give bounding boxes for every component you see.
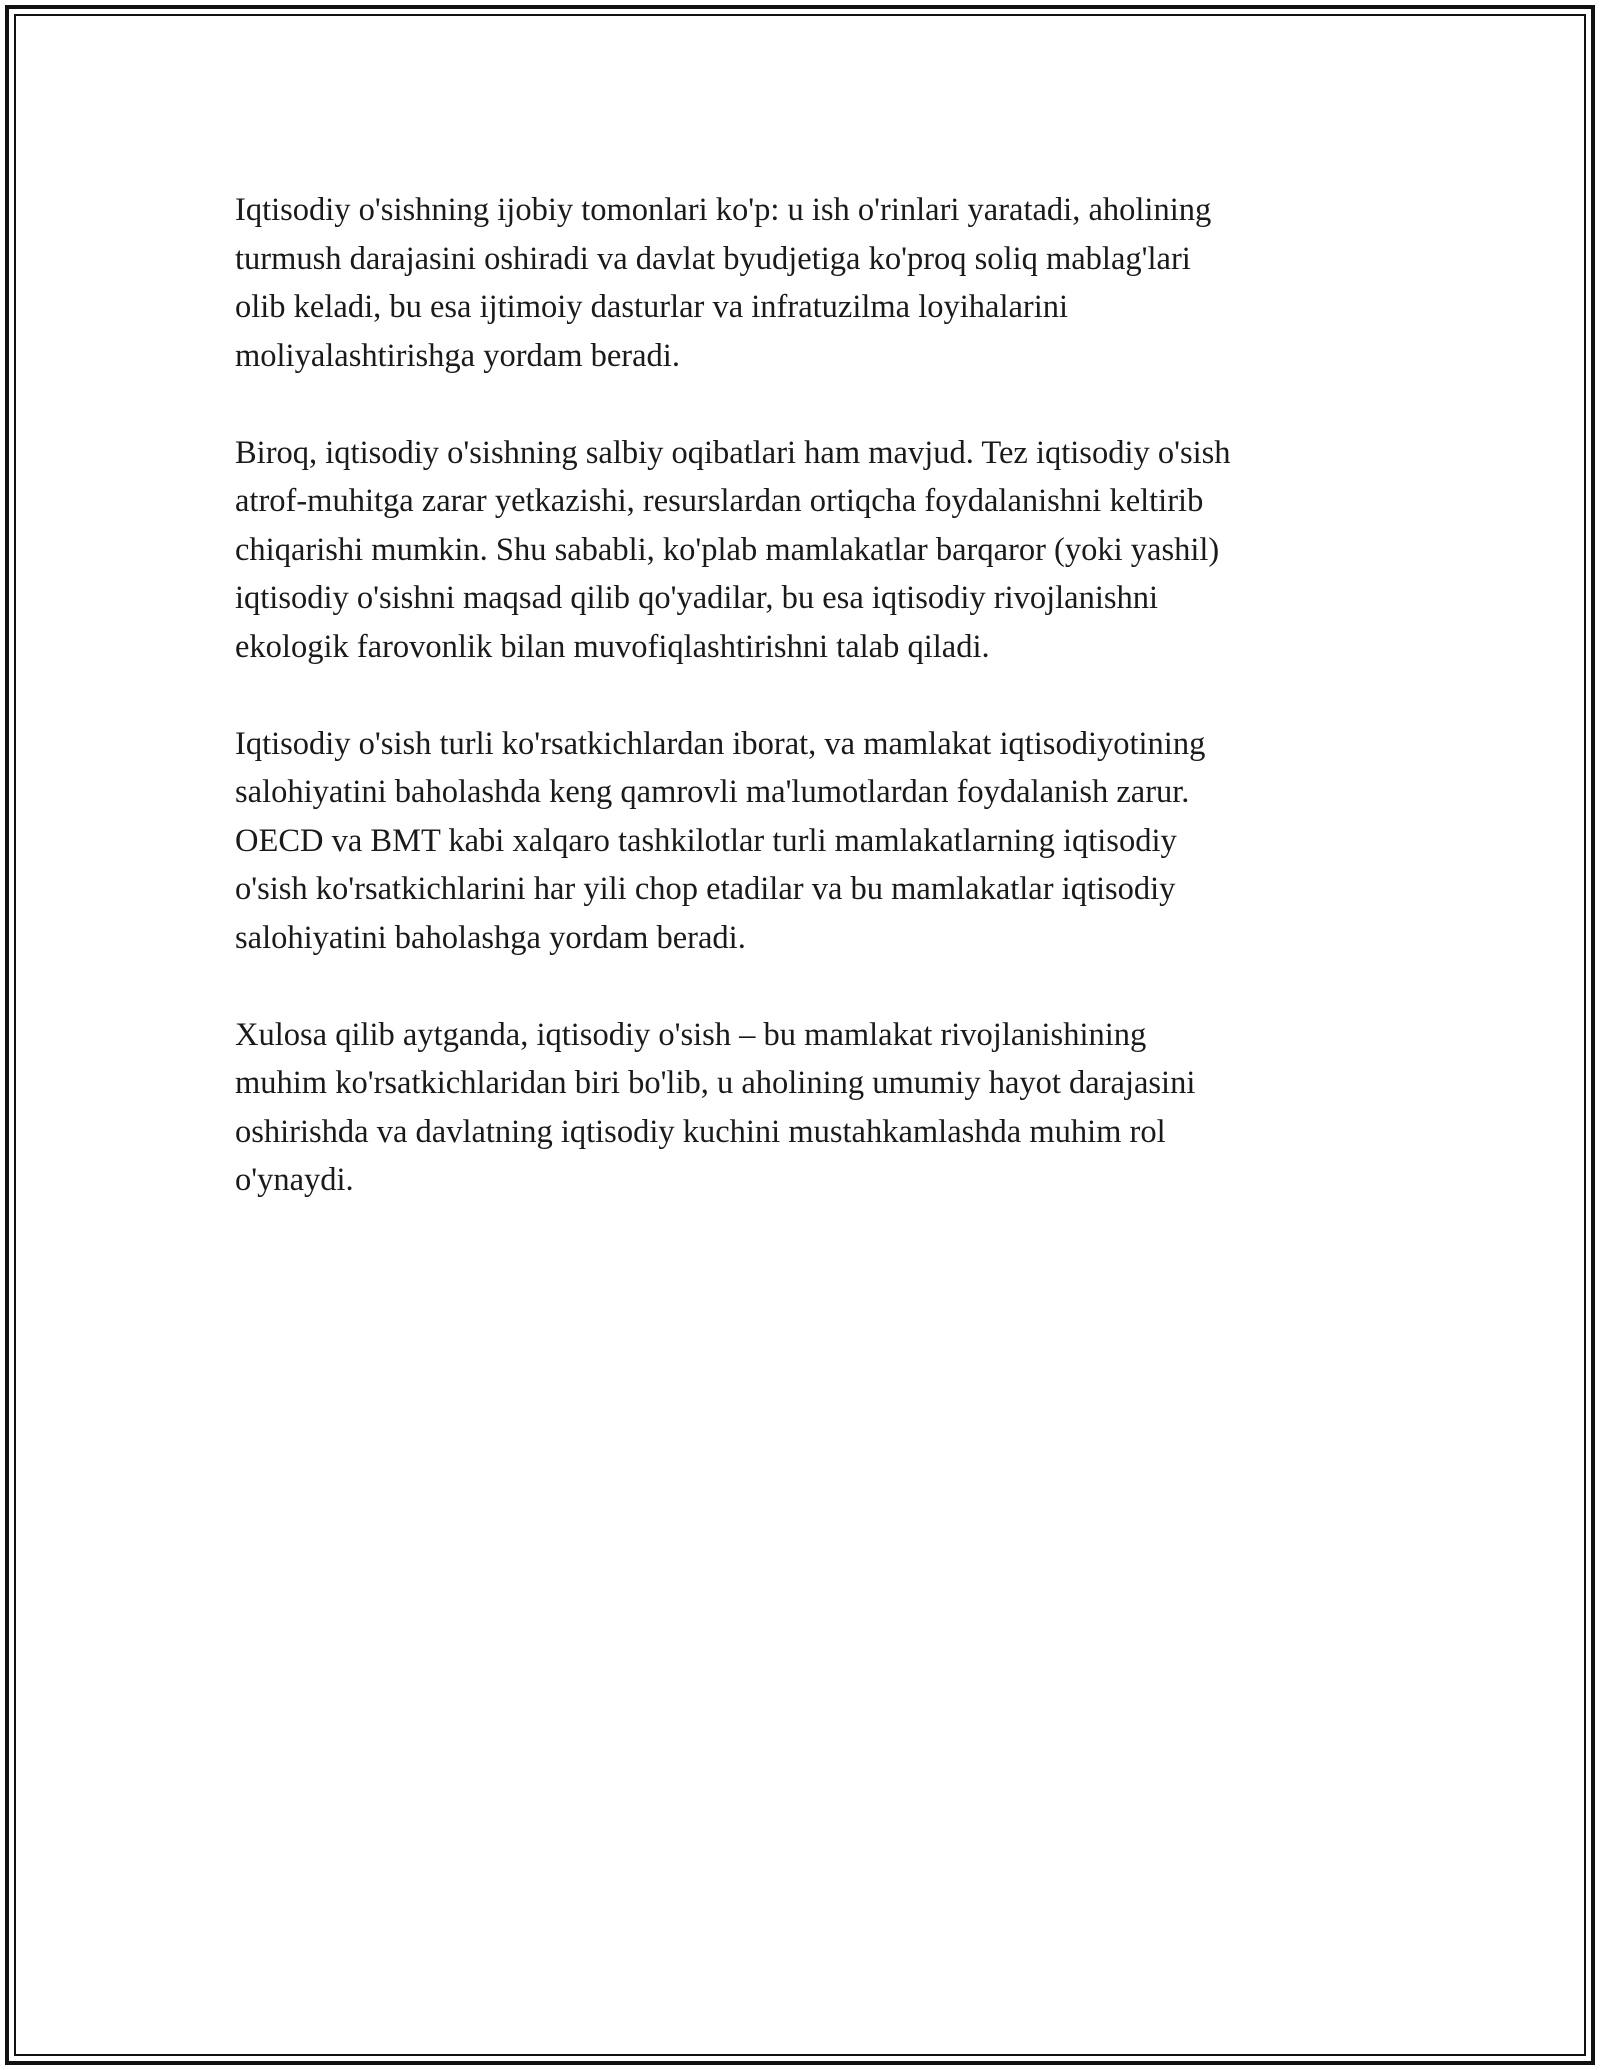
text-line: Iqtisodiy o'sish turli ko'rsatkichlardan iborat, va mamlakat iqtisodiyotining: [235, 725, 1206, 762]
text-line: muhim ko'rsatkichlaridan biri bo'lib, u aholining umumiy hayot darajasini: [235, 1065, 1196, 1101]
text-line: oshirishda va davlatning iqtisodiy kuchini mustahkamlashda muhim rol: [235, 1113, 1166, 1150]
text-line: ekologik farovonlik bilan muvofiqlashtirishni talab qiladi.: [235, 628, 990, 665]
text-line: chiqarishi mumkin. Shu sababli, ko'plab mamlakatlar barqaror (yoki yashil): [235, 531, 1220, 568]
text-line: o'ynaydi.: [235, 1162, 354, 1198]
text-line: moliyalashtirishga yordam beradi.: [235, 337, 680, 374]
text-line: OECD va BMT kabi xalqaro tashkilotlar turli mamlakatlarning iqtisodiy: [235, 822, 1177, 859]
text-line: Biroq, iqtisodiy o'sishning salbiy oqibatlari ham mavjud. Tez iqtisodiy o'sish: [235, 434, 1231, 471]
text-line: turmush darajasini oshiradi va davlat byudjetiga ko'proq soliq mablag'lari: [235, 240, 1191, 277]
text-line: atrof-muhitga zarar yetkazishi, resurslardan ortiqcha foydalanishni keltirib: [235, 483, 1204, 519]
text-line: salohiyatini baholashda keng qamrovli ma'lumotlardan foydalanish zarur.: [235, 774, 1190, 810]
text-line: iqtisodiy o'sishni maqsad qilib qo'yadilar, bu esa iqtisodiy rivojlanishni: [235, 580, 1159, 616]
paragraph-3: [235, 720, 1385, 963]
text-line: Xulosa qilib aytganda, iqtisodiy o'sish – bu mamlakat rivojlanishining: [235, 1016, 1147, 1053]
text-line: salohiyatini baholashga yordam beradi.: [235, 919, 746, 956]
text-line: o'sish ko'rsatkichlarini har yili chop etadilar va bu mamlakatlar iqtisodiy: [235, 871, 1176, 907]
paragraph-4: [235, 1011, 1385, 1205]
paragraph-1: [235, 186, 1385, 380]
paragraph-2: [235, 429, 1385, 672]
text-line: Iqtisodiy o'sishning ijobiy tomonlari ko'p: u ish o'rinlari yaratadi, aholining: [235, 192, 1212, 228]
document-body: [235, 186, 1385, 1253]
text-line: olib keladi, bu esa ijtimoiy dasturlar va infratuzilma loyihalarini: [235, 289, 1069, 325]
